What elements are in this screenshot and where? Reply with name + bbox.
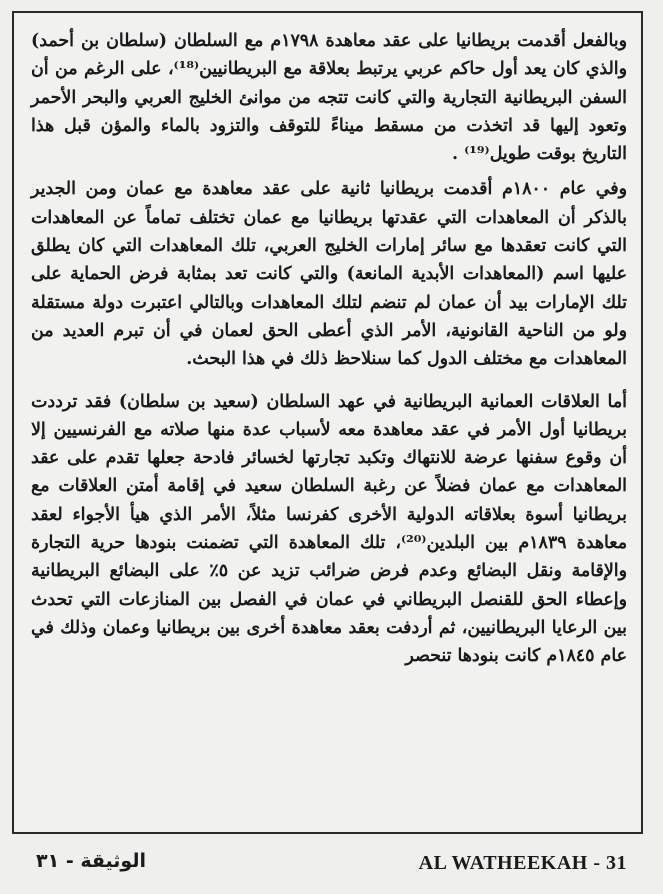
paragraph-2: وفي عام ١٨٠٠م أقدمت بريطانيا ثانية على عقد معاهدة مع عمان ومن الجدير بالذكر أن المعاهدات التي عقدتها بريطانيا مع عمان تختلف تماماً عن المعاهدات التي كانت تعقدها مع سائر إمارات الخليج العربي، تلك المعاهدات التي كان يطلق عليها اسم (المعاهدات الأبدية المانعة) والتي كانت تعد بمثابة فرض الحماية على تلك الإمارات بيد أن عمان لم تنضم لتلك المعاهدات وبالتالي اعتبرت دولة مستقلة ولو من الناحية القانونية، الأمر الذي أعطى الحق لعمان في أن تبرم العديد من المعاهدات مع مختلف الدول كما سنلاحظ ذلك في هذا البحث. (31, 179, 628, 370)
footer-page-label-english: AL WATHEEKAH - 31 (418, 852, 627, 874)
article-body (31, 27, 627, 671)
paragraph-3: أما العلاقات العمانية البريطانية في عهد السلطان (سعيد بن سلطان) فقد ترددت بريطانيا أول الأمر في عقد معاهدة معه لأسباب عدة منها صلاته مع الفرنسيين إلا أن وقوع سفنها عرضة للانتهاك وتكبد تجارتها لخسائر فادحة جعلها تقدم على عقد المعاهدات مع عمان فضلاً عن رغبة السلطان سعيد في إقامة أمتن العلاقات مع بريطانيا أسوة بعلاقاته الدولية الأخرى كفرنسا مثلاً، الأمر الذي هيأ الأجواء لعقد معاهدة ١٨٣٩م بين البلدين⁽²⁰⁾، تلك المعاهدة التي تضمنت بنودها حرية التجارة والإقامة ونقل البضائع وعدم فرض ضرائب تزيد عن ٥٪ على البضائع البريطانية وإعطاء الحق للقنصل البريطاني في عمان في الفصل بين المنازعات التي تحدث بين الرعايا البريطانيين، ثم أردفت بعقد معاهدة أخرى بين بريطانيا وعمان وذلك في عام ١٨٤٥م كانت بنودها تنحصر (31, 391, 628, 667)
footer-page-label-arabic: الوثيقة - ٣١ (36, 850, 146, 872)
paragraph-1: وبالفعل أقدمت بريطانيا على عقد معاهدة ١٧٩٨م مع السلطان (سلطان بن أحمد) والذي كان يعد أول حاكم عربي يرتبط بعلاقة مع البريطانيين⁽¹⁸⁾، على الرغم من أن السفن البريطانية التجارية والتي كانت تتجه من موانئ الخليج العربي والبحر الأحمر وتعود إليها قد اتخذت من مسقط ميناءً للتوقف والتزود بالماء والمؤن قبل هذا التاريخ بوقت طويل⁽¹⁹⁾ . (31, 31, 627, 165)
text-frame (12, 11, 643, 834)
page-footer (0, 850, 663, 880)
